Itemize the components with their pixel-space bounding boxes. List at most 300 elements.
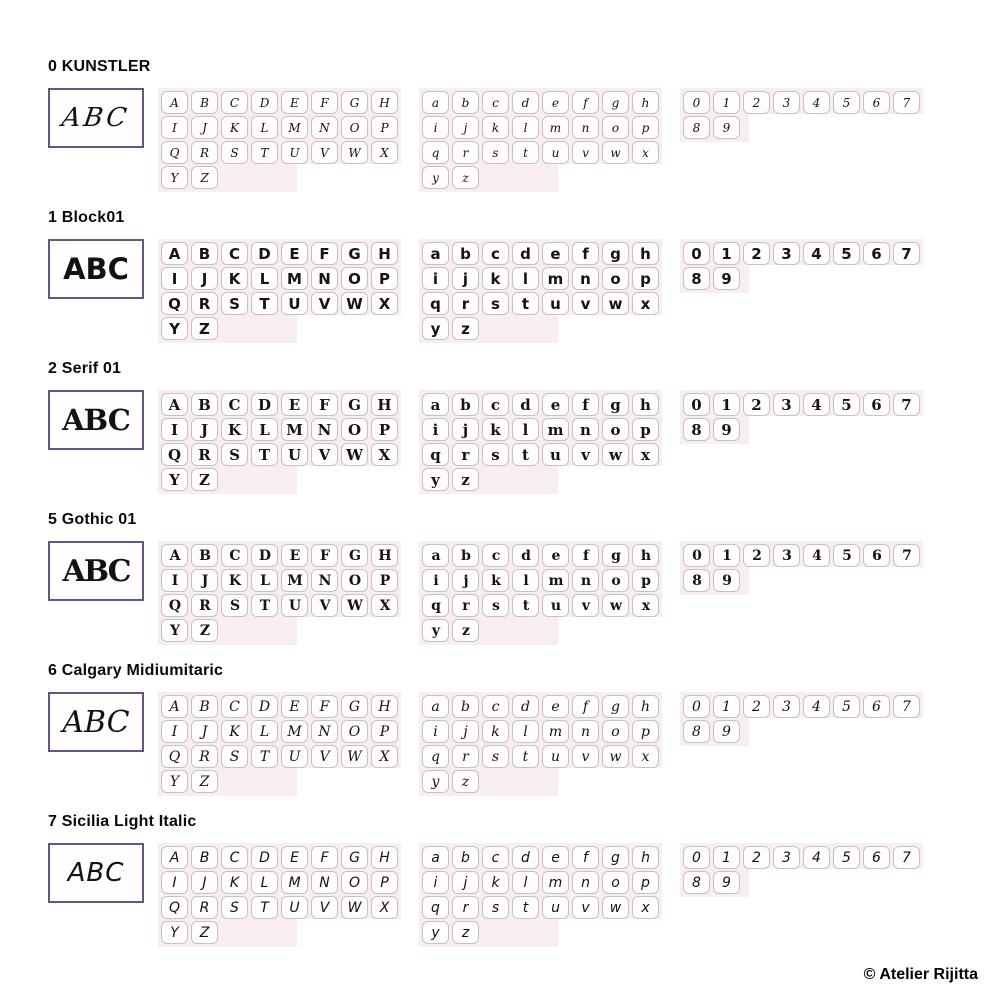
glyph-tile: V xyxy=(311,292,338,315)
glyph-tile: D xyxy=(251,846,278,869)
glyph-row xyxy=(422,166,659,189)
glyph-tile: 7 xyxy=(893,91,920,114)
glyph-tile: s xyxy=(482,292,509,315)
glyph-tile: z xyxy=(452,317,479,340)
font-preview-text: ABC xyxy=(62,403,130,437)
glyph-tile: G xyxy=(341,695,368,718)
glyph-tile: O xyxy=(341,720,368,743)
glyph-tile: U xyxy=(281,443,308,466)
glyph-tile: Y xyxy=(161,770,188,793)
glyph-tile: h xyxy=(632,544,659,567)
glyph-tile: b xyxy=(452,695,479,718)
glyph-tile: k xyxy=(482,569,509,592)
glyph-tile: r xyxy=(452,292,479,315)
glyph-row xyxy=(161,594,398,617)
glyph-row xyxy=(683,720,920,743)
glyph-tile: 5 xyxy=(833,544,860,567)
glyph-row xyxy=(161,292,398,315)
glyph-tile: B xyxy=(191,695,218,718)
glyph-tile: W xyxy=(341,745,368,768)
glyph-row xyxy=(422,846,659,869)
section-title: 7 Sicilia Light Italic xyxy=(48,813,197,830)
glyph-tile: S xyxy=(221,292,248,315)
glyph-tile: 6 xyxy=(863,544,890,567)
glyph-tile: Z xyxy=(191,317,218,340)
glyph-tile: U xyxy=(281,594,308,617)
glyph-tile: j xyxy=(452,267,479,290)
glyph-tile: b xyxy=(452,91,479,114)
glyph-row xyxy=(683,91,920,114)
glyph-tile: v xyxy=(572,141,599,164)
glyph-tile: m xyxy=(542,720,569,743)
glyph-tile: i xyxy=(422,871,449,894)
glyph-tile: f xyxy=(572,393,599,416)
glyph-tile: f xyxy=(572,91,599,114)
glyph-row xyxy=(422,393,659,416)
glyph-tile: D xyxy=(251,695,278,718)
glyph-tile: v xyxy=(572,594,599,617)
glyph-tile: r xyxy=(452,896,479,919)
glyph-row xyxy=(422,569,659,592)
glyph-tile: q xyxy=(422,594,449,617)
glyph-tile: 0 xyxy=(683,242,710,265)
glyph-tile: U xyxy=(281,292,308,315)
glyph-tile: Q xyxy=(161,745,188,768)
glyph-tile: J xyxy=(191,267,218,290)
glyph-tile: c xyxy=(482,544,509,567)
glyph-tile: t xyxy=(512,292,539,315)
glyph-tile: 7 xyxy=(893,393,920,416)
glyph-tile: z xyxy=(452,166,479,189)
glyph-tile: k xyxy=(482,871,509,894)
glyph-tile: F xyxy=(311,242,338,265)
glyph-tile: j xyxy=(452,116,479,139)
glyph-tile: t xyxy=(512,745,539,768)
glyph-tile: D xyxy=(251,393,278,416)
glyph-row xyxy=(683,116,920,139)
lowercase-grid xyxy=(419,843,662,947)
font-section-5 xyxy=(48,813,1000,947)
glyph-tile: L xyxy=(251,116,278,139)
glyph-tile: e xyxy=(542,544,569,567)
glyph-row xyxy=(161,745,398,768)
glyph-tile: 8 xyxy=(683,871,710,894)
glyph-tile: y xyxy=(422,770,449,793)
lowercase-grid xyxy=(419,88,662,192)
glyph-tile: e xyxy=(542,242,569,265)
glyph-tile: v xyxy=(572,745,599,768)
glyph-tile: C xyxy=(221,846,248,869)
glyph-tile: E xyxy=(281,544,308,567)
glyph-tile: h xyxy=(632,846,659,869)
glyph-tile: Z xyxy=(191,921,218,944)
glyph-tile: I xyxy=(161,569,188,592)
glyph-tile: u xyxy=(542,443,569,466)
glyph-tile: X xyxy=(371,292,398,315)
glyph-tile: m xyxy=(542,116,569,139)
glyph-tile: n xyxy=(572,267,599,290)
lowercase-grid xyxy=(419,692,662,796)
glyph-tile: 4 xyxy=(803,393,830,416)
glyph-tile: M xyxy=(281,720,308,743)
glyph-tile: D xyxy=(251,242,278,265)
glyph-tile: q xyxy=(422,141,449,164)
glyph-tile: o xyxy=(602,720,629,743)
glyph-tile: x xyxy=(632,292,659,315)
glyph-tile: K xyxy=(221,267,248,290)
glyph-tile: Q xyxy=(161,141,188,164)
glyph-tile: E xyxy=(281,695,308,718)
glyph-tile: 6 xyxy=(863,695,890,718)
glyph-tile: 1 xyxy=(713,544,740,567)
glyph-tile: g xyxy=(602,393,629,416)
font-preview-text: ABC xyxy=(63,252,129,286)
glyph-tile: C xyxy=(221,695,248,718)
glyph-tile: B xyxy=(191,91,218,114)
glyph-tile: P xyxy=(371,116,398,139)
copyright-notice: © Atelier Rijitta xyxy=(863,966,978,983)
glyph-tile: u xyxy=(542,745,569,768)
glyph-tile: 9 xyxy=(713,871,740,894)
glyph-tile: j xyxy=(452,569,479,592)
glyph-tile: 2 xyxy=(743,242,770,265)
glyph-row xyxy=(683,695,920,718)
glyph-row xyxy=(422,267,659,290)
section-body xyxy=(48,390,1000,494)
section-body xyxy=(48,692,1000,796)
glyph-tile: K xyxy=(221,871,248,894)
digits-grid xyxy=(680,843,923,897)
digits-grid xyxy=(680,239,923,293)
glyph-tile: a xyxy=(422,393,449,416)
uppercase-grid xyxy=(158,88,401,192)
glyph-tile: p xyxy=(632,720,659,743)
font-section-1 xyxy=(48,209,1000,343)
glyph-tile: a xyxy=(422,846,449,869)
glyph-tile: o xyxy=(602,418,629,441)
digits-grid xyxy=(680,390,923,444)
font-preview-box xyxy=(48,88,144,148)
glyph-tile: I xyxy=(161,871,188,894)
glyph-tile: y xyxy=(422,619,449,642)
glyph-row xyxy=(422,544,659,567)
uppercase-grid xyxy=(158,239,401,343)
glyph-row xyxy=(161,921,398,944)
glyph-tile: T xyxy=(251,292,278,315)
glyph-tile: O xyxy=(341,871,368,894)
glyph-tile: P xyxy=(371,720,398,743)
glyph-tile: 3 xyxy=(773,846,800,869)
glyph-row xyxy=(161,468,398,491)
glyph-tile: k xyxy=(482,720,509,743)
glyph-tile: 2 xyxy=(743,544,770,567)
glyph-tile: w xyxy=(602,896,629,919)
glyph-tile: f xyxy=(572,544,599,567)
glyph-row xyxy=(422,317,659,340)
font-preview-text: ABC xyxy=(62,704,130,740)
glyph-tile: c xyxy=(482,393,509,416)
glyph-tile: f xyxy=(572,695,599,718)
glyph-tile: Y xyxy=(161,166,188,189)
glyph-tile: H xyxy=(371,544,398,567)
glyph-tile: m xyxy=(542,418,569,441)
glyph-tile: 0 xyxy=(683,846,710,869)
glyph-tile: 2 xyxy=(743,846,770,869)
glyph-tile: 3 xyxy=(773,393,800,416)
glyph-tile: K xyxy=(221,116,248,139)
glyph-tile: 7 xyxy=(893,242,920,265)
glyph-tile: N xyxy=(311,871,338,894)
glyph-row xyxy=(161,846,398,869)
glyph-tile: h xyxy=(632,695,659,718)
glyph-row xyxy=(683,569,920,592)
glyph-tile: V xyxy=(311,594,338,617)
lowercase-grid xyxy=(419,390,662,494)
glyph-tile: c xyxy=(482,846,509,869)
glyph-row xyxy=(161,544,398,567)
section-title: 6 Calgary Midiumitaric xyxy=(48,662,224,679)
glyph-tile: 9 xyxy=(713,116,740,139)
glyph-tile: i xyxy=(422,720,449,743)
glyph-tile: a xyxy=(422,242,449,265)
glyph-tile: 3 xyxy=(773,544,800,567)
glyph-tile: 8 xyxy=(683,418,710,441)
glyph-tile: t xyxy=(512,896,539,919)
glyph-tile: V xyxy=(311,896,338,919)
section-body xyxy=(48,239,1000,343)
glyph-row xyxy=(422,896,659,919)
glyph-tile: L xyxy=(251,569,278,592)
glyph-tile: x xyxy=(632,443,659,466)
glyph-row xyxy=(161,418,398,441)
glyph-tile: t xyxy=(512,141,539,164)
glyph-tile: s xyxy=(482,141,509,164)
glyph-tile: Z xyxy=(191,619,218,642)
font-preview-box xyxy=(48,239,144,299)
glyph-tile: d xyxy=(512,393,539,416)
glyph-tile: G xyxy=(341,544,368,567)
glyph-tile: A xyxy=(161,695,188,718)
glyph-tile: d xyxy=(512,91,539,114)
glyph-tile: I xyxy=(161,116,188,139)
glyph-tile: d xyxy=(512,695,539,718)
glyph-tile: w xyxy=(602,443,629,466)
glyph-tile: u xyxy=(542,292,569,315)
glyph-row xyxy=(422,242,659,265)
section-title: 2 Serif 01 xyxy=(48,360,122,377)
glyph-tile: p xyxy=(632,871,659,894)
glyph-tile: R xyxy=(191,594,218,617)
font-section-4 xyxy=(48,662,1000,796)
glyph-tile: M xyxy=(281,267,308,290)
glyph-row xyxy=(422,418,659,441)
glyph-tile: A xyxy=(161,846,188,869)
glyph-tile: X xyxy=(371,141,398,164)
glyph-tile: n xyxy=(572,116,599,139)
section-title: 5 Gothic 01 xyxy=(48,511,137,528)
glyph-tile: Z xyxy=(191,468,218,491)
glyph-tile: 3 xyxy=(773,91,800,114)
glyph-tile: t xyxy=(512,443,539,466)
glyph-tile: n xyxy=(572,720,599,743)
glyph-tile: G xyxy=(341,242,368,265)
glyph-tile: v xyxy=(572,292,599,315)
glyph-tile: A xyxy=(161,91,188,114)
glyph-tile: K xyxy=(221,418,248,441)
glyph-tile: F xyxy=(311,695,338,718)
glyph-tile: F xyxy=(311,846,338,869)
lowercase-grid xyxy=(419,541,662,645)
glyph-tile: W xyxy=(341,594,368,617)
glyph-tile: p xyxy=(632,569,659,592)
glyph-tile: I xyxy=(161,720,188,743)
glyph-tile: H xyxy=(371,695,398,718)
glyph-tile: w xyxy=(602,141,629,164)
glyph-tile: h xyxy=(632,393,659,416)
glyph-tile: i xyxy=(422,116,449,139)
glyph-tile: H xyxy=(371,393,398,416)
uppercase-grid xyxy=(158,541,401,645)
glyph-tile: 1 xyxy=(713,91,740,114)
glyph-tile: J xyxy=(191,720,218,743)
glyph-row xyxy=(161,317,398,340)
glyph-tile: 4 xyxy=(803,846,830,869)
glyph-tile: 9 xyxy=(713,720,740,743)
glyph-tile: U xyxy=(281,141,308,164)
glyph-tile: 4 xyxy=(803,695,830,718)
glyph-tile: 7 xyxy=(893,544,920,567)
glyph-row xyxy=(422,770,659,793)
glyph-tile: O xyxy=(341,418,368,441)
glyph-tile: A xyxy=(161,544,188,567)
glyph-tile: W xyxy=(341,292,368,315)
glyph-tile: w xyxy=(602,292,629,315)
glyph-tile: j xyxy=(452,871,479,894)
glyph-tile: b xyxy=(452,393,479,416)
glyph-tile: e xyxy=(542,393,569,416)
glyph-tile: N xyxy=(311,116,338,139)
glyph-row xyxy=(422,594,659,617)
glyph-row xyxy=(161,91,398,114)
glyph-tile: f xyxy=(572,242,599,265)
glyph-tile: U xyxy=(281,896,308,919)
glyph-tile: J xyxy=(191,871,218,894)
font-preview-text: ABC xyxy=(62,553,130,589)
glyph-tile: 9 xyxy=(713,569,740,592)
glyph-tile: b xyxy=(452,242,479,265)
glyph-row xyxy=(161,242,398,265)
font-preview-text: ABC xyxy=(67,858,125,888)
digits-grid xyxy=(680,541,923,595)
glyph-tile: b xyxy=(452,846,479,869)
glyph-tile: C xyxy=(221,91,248,114)
glyph-tile: s xyxy=(482,745,509,768)
font-preview-box xyxy=(48,692,144,752)
glyph-tile: Q xyxy=(161,292,188,315)
glyph-tile: y xyxy=(422,468,449,491)
glyph-row xyxy=(683,393,920,416)
glyph-tile: P xyxy=(371,267,398,290)
glyph-tile: T xyxy=(251,594,278,617)
glyph-tile: 5 xyxy=(833,91,860,114)
glyph-tile: g xyxy=(602,695,629,718)
glyph-tile: B xyxy=(191,393,218,416)
glyph-tile: 6 xyxy=(863,242,890,265)
glyph-tile: P xyxy=(371,871,398,894)
glyph-tile: l xyxy=(512,720,539,743)
glyph-tile: 0 xyxy=(683,544,710,567)
glyph-tile: a xyxy=(422,695,449,718)
glyph-tile: 1 xyxy=(713,846,740,869)
glyph-row xyxy=(422,745,659,768)
glyph-row xyxy=(161,166,398,189)
uppercase-grid xyxy=(158,692,401,796)
glyph-tile: y xyxy=(422,317,449,340)
glyph-tile: x xyxy=(632,745,659,768)
glyph-tile: 8 xyxy=(683,267,710,290)
font-section-2 xyxy=(48,360,1000,494)
glyph-row xyxy=(683,418,920,441)
glyph-tile: s xyxy=(482,594,509,617)
glyph-tile: I xyxy=(161,418,188,441)
glyph-tile: Y xyxy=(161,468,188,491)
glyph-tile: l xyxy=(512,116,539,139)
glyph-tile: K xyxy=(221,720,248,743)
glyph-tile: G xyxy=(341,393,368,416)
glyph-tile: R xyxy=(191,443,218,466)
glyph-tile: 3 xyxy=(773,242,800,265)
glyph-tile: i xyxy=(422,267,449,290)
glyph-tile: L xyxy=(251,267,278,290)
glyph-tile: S xyxy=(221,594,248,617)
glyph-tile: F xyxy=(311,544,338,567)
font-preview-box xyxy=(48,843,144,903)
glyph-tile: o xyxy=(602,569,629,592)
glyph-tile: M xyxy=(281,871,308,894)
glyph-tile: B xyxy=(191,242,218,265)
glyph-tile: N xyxy=(311,418,338,441)
glyph-tile: D xyxy=(251,91,278,114)
glyph-tile: b xyxy=(452,544,479,567)
glyph-tile: g xyxy=(602,544,629,567)
uppercase-grid xyxy=(158,390,401,494)
glyph-tile: U xyxy=(281,745,308,768)
glyph-tile: R xyxy=(191,292,218,315)
glyph-tile: B xyxy=(191,544,218,567)
glyph-tile: V xyxy=(311,443,338,466)
glyph-tile: R xyxy=(191,896,218,919)
glyph-tile: h xyxy=(632,242,659,265)
glyph-tile: o xyxy=(602,871,629,894)
glyph-tile: J xyxy=(191,418,218,441)
glyph-row xyxy=(161,720,398,743)
glyph-tile: D xyxy=(251,544,278,567)
glyph-tile: 6 xyxy=(863,91,890,114)
glyph-row xyxy=(422,695,659,718)
glyph-tile: Q xyxy=(161,594,188,617)
glyph-tile: 0 xyxy=(683,695,710,718)
glyph-tile: t xyxy=(512,594,539,617)
glyph-tile: 0 xyxy=(683,393,710,416)
glyph-tile: p xyxy=(632,267,659,290)
glyph-tile: Z xyxy=(191,166,218,189)
glyph-tile: 6 xyxy=(863,393,890,416)
font-section-0 xyxy=(48,58,1000,192)
glyph-row xyxy=(683,267,920,290)
glyph-tile: r xyxy=(452,745,479,768)
glyph-tile: T xyxy=(251,141,278,164)
glyph-tile: k xyxy=(482,116,509,139)
